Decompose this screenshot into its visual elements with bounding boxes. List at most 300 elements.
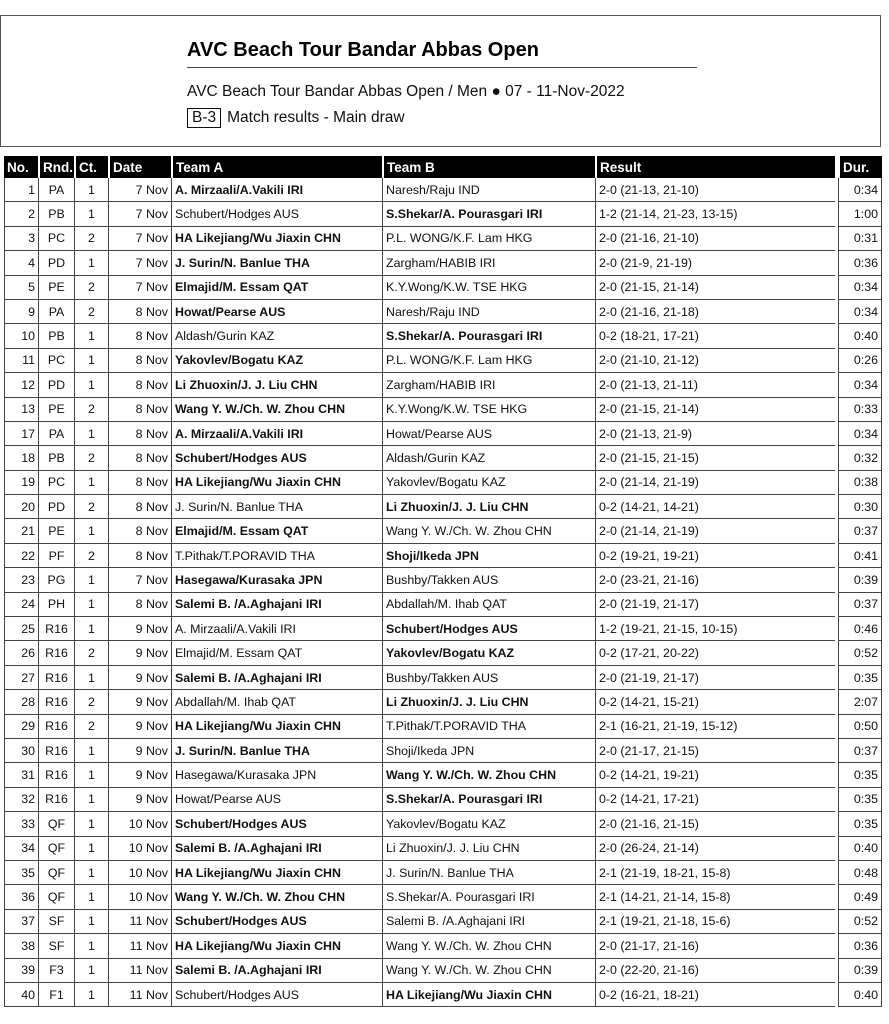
team-a: Hasegawa/Kurasaka JPN [171,763,382,787]
team-b: Shoji/Ikeda JPN [382,544,595,568]
table-row [4,202,882,226]
match-round: PG [38,568,74,592]
match-round: PC [38,471,74,495]
match-court: 1 [74,617,108,641]
team-b: Yakovlev/Bogatu KAZ [382,471,595,495]
match-date: 9 Nov [108,641,171,665]
match-round: R16 [38,763,74,787]
team-a: Wang Y. W./Ch. W. Zhou CHN [171,398,382,422]
match-duration: 0:34 [838,300,882,324]
table-row [4,568,882,592]
match-round: QF [38,812,74,836]
match-number: 12 [4,373,38,397]
match-duration: 0:36 [838,251,882,275]
match-court: 1 [74,593,108,617]
match-date: 9 Nov [108,666,171,690]
match-number: 21 [4,519,38,543]
match-round: PC [38,349,74,373]
match-court: 1 [74,739,108,763]
match-court: 2 [74,446,108,470]
column-header-no: No. [4,156,38,178]
team-b: Yakovlev/Bogatu KAZ [382,812,595,836]
match-result: 2-0 (23-21, 21-16) [595,568,835,592]
match-court: 1 [74,934,108,958]
match-duration: 0:30 [838,495,882,519]
match-number: 27 [4,666,38,690]
match-round: PC [38,227,74,251]
table-row [4,690,882,714]
match-number: 35 [4,861,38,885]
table-row [4,519,882,543]
match-duration: 0:35 [838,763,882,787]
match-date: 9 Nov [108,788,171,812]
match-result: 2-0 (21-19, 21-17) [595,666,835,690]
match-number: 1 [4,178,38,202]
team-a: HA Likejiang/Wu Jiaxin CHN [171,861,382,885]
match-round: PE [38,519,74,543]
match-date: 8 Nov [108,300,171,324]
team-b: Bushby/Takken AUS [382,568,595,592]
table-row [4,910,882,934]
match-duration: 0:37 [838,593,882,617]
match-court: 1 [74,251,108,275]
match-court: 2 [74,300,108,324]
team-a: Schubert/Hodges AUS [171,202,382,226]
team-b: Yakovlev/Bogatu KAZ [382,641,595,665]
team-b: T.Pithak/T.PORAVID THA [382,715,595,739]
match-result: 0-2 (14-21, 17-21) [595,788,835,812]
match-court: 1 [74,422,108,446]
table-header-row [4,156,882,178]
match-number: 25 [4,617,38,641]
match-date: 8 Nov [108,544,171,568]
team-a: Elmajid/M. Essam QAT [171,276,382,300]
match-date: 8 Nov [108,349,171,373]
match-round: SF [38,910,74,934]
table-row [4,788,882,812]
match-court: 2 [74,276,108,300]
column-header-result: Result [595,156,835,178]
match-result: 0-2 (14-21, 15-21) [595,690,835,714]
match-court: 2 [74,715,108,739]
team-a: J. Surin/N. Banlue THA [171,495,382,519]
match-number: 17 [4,422,38,446]
match-result: 0-2 (14-21, 19-21) [595,763,835,787]
match-number: 29 [4,715,38,739]
team-b: Li Zhuoxin/J. J. Liu CHN [382,690,595,714]
match-number: 11 [4,349,38,373]
match-round: PA [38,422,74,446]
match-result: 2-0 (21-15, 21-14) [595,398,835,422]
match-court: 1 [74,837,108,861]
match-number: 28 [4,690,38,714]
team-a: Schubert/Hodges AUS [171,983,382,1007]
match-round: F1 [38,983,74,1007]
match-result: 2-0 (21-19, 21-17) [595,593,835,617]
match-result: 2-0 (21-17, 21-15) [595,739,835,763]
match-court: 1 [74,349,108,373]
match-duration: 0:31 [838,227,882,251]
match-number: 38 [4,934,38,958]
match-result: 0-2 (14-21, 14-21) [595,495,835,519]
table-row [4,861,882,885]
team-b: K.Y.Wong/K.W. TSE HKG [382,398,595,422]
match-round: PD [38,251,74,275]
match-duration: 0:33 [838,398,882,422]
team-a: Li Zhuoxin/J. J. Liu CHN [171,373,382,397]
match-duration: 0:35 [838,788,882,812]
team-a: Howat/Pearse AUS [171,788,382,812]
match-number: 18 [4,446,38,470]
match-number: 34 [4,837,38,861]
match-date: 8 Nov [108,495,171,519]
match-number: 33 [4,812,38,836]
match-duration: 0:52 [838,641,882,665]
match-date: 8 Nov [108,373,171,397]
team-b: Abdallah/M. Ihab QAT [382,593,595,617]
match-court: 1 [74,983,108,1007]
team-a: Elmajid/M. Essam QAT [171,641,382,665]
match-date: 10 Nov [108,885,171,909]
report-name: Match results - Main draw [227,109,405,126]
match-duration: 0:34 [838,178,882,202]
match-court: 2 [74,495,108,519]
match-court: 1 [74,812,108,836]
table-row [4,983,882,1007]
match-court: 2 [74,398,108,422]
match-court: 1 [74,666,108,690]
match-court: 2 [74,544,108,568]
match-date: 8 Nov [108,519,171,543]
match-court: 1 [74,763,108,787]
team-a: Salemi B. /A.Aghajani IRI [171,959,382,983]
team-b: Wang Y. W./Ch. W. Zhou CHN [382,959,595,983]
match-result: 0-2 (19-21, 19-21) [595,544,835,568]
table-row [4,446,882,470]
table-row [4,715,882,739]
match-date: 7 Nov [108,202,171,226]
match-number: 24 [4,593,38,617]
table-row [4,837,882,861]
match-result: 2-0 (21-13, 21-11) [595,373,835,397]
column-header-court: Ct. [74,156,108,178]
team-a: Hasegawa/Kurasaka JPN [171,568,382,592]
match-court: 1 [74,202,108,226]
match-round: R16 [38,666,74,690]
match-result: 0-2 (18-21, 17-21) [595,324,835,348]
column-header-date: Date [108,156,171,178]
match-duration: 0:38 [838,471,882,495]
match-number: 22 [4,544,38,568]
team-b: Zargham/HABIB IRI [382,251,595,275]
match-date: 8 Nov [108,324,171,348]
team-a: Yakovlev/Bogatu KAZ [171,349,382,373]
match-duration: 0:41 [838,544,882,568]
column-header-duration: Dur. [838,156,882,178]
team-b: Naresh/Raju IND [382,178,595,202]
match-duration: 0:34 [838,422,882,446]
match-number: 20 [4,495,38,519]
match-duration: 0:40 [838,324,882,348]
team-a: A. Mirzaali/A.Vakili IRI [171,178,382,202]
match-date: 9 Nov [108,617,171,641]
match-number: 32 [4,788,38,812]
match-round: R16 [38,641,74,665]
team-a: J. Surin/N. Banlue THA [171,251,382,275]
match-duration: 0:39 [838,568,882,592]
match-round: PB [38,202,74,226]
event-subtitle: AVC Beach Tour Bandar Abbas Open / Men ● 07 - 11-Nov-2022 [187,83,625,100]
match-date: 11 Nov [108,983,171,1007]
match-duration: 0:52 [838,910,882,934]
team-a: Howat/Pearse AUS [171,300,382,324]
team-b: Bushby/Takken AUS [382,666,595,690]
match-duration: 0:36 [838,934,882,958]
match-round: PD [38,373,74,397]
table-row [4,885,882,909]
team-b: P.L. WONG/K.F. Lam HKG [382,349,595,373]
match-result: 1-2 (19-21, 21-15, 10-15) [595,617,835,641]
team-a: Salemi B. /A.Aghajani IRI [171,593,382,617]
match-result: 2-1 (14-21, 21-14, 15-8) [595,885,835,909]
team-a: T.Pithak/T.PORAVID THA [171,544,382,568]
match-date: 7 Nov [108,276,171,300]
match-result: 2-0 (21-16, 21-18) [595,300,835,324]
match-date: 8 Nov [108,446,171,470]
match-duration: 0:40 [838,983,882,1007]
match-duration: 0:48 [838,861,882,885]
team-b: Zargham/HABIB IRI [382,373,595,397]
match-result: 2-0 (21-17, 21-16) [595,934,835,958]
match-round: QF [38,861,74,885]
table-row [4,398,882,422]
table-row [4,324,882,348]
match-date: 8 Nov [108,471,171,495]
team-a: Schubert/Hodges AUS [171,812,382,836]
match-duration: 0:35 [838,812,882,836]
match-number: 37 [4,910,38,934]
column-header-team-a: Team A [171,156,382,178]
match-round: R16 [38,788,74,812]
table-row [4,300,882,324]
team-a: Schubert/Hodges AUS [171,446,382,470]
match-number: 10 [4,324,38,348]
team-b: J. Surin/N. Banlue THA [382,861,595,885]
match-result: 2-1 (21-19, 18-21, 15-8) [595,861,835,885]
team-a: A. Mirzaali/A.Vakili IRI [171,422,382,446]
column-header-team-b: Team B [382,156,595,178]
team-b: Naresh/Raju IND [382,300,595,324]
team-a: Aldash/Gurin KAZ [171,324,382,348]
table-row [4,373,882,397]
match-court: 1 [74,885,108,909]
team-b: Aldash/Gurin KAZ [382,446,595,470]
match-court: 1 [74,519,108,543]
match-result: 2-0 (26-24, 21-14) [595,837,835,861]
match-duration: 0:40 [838,837,882,861]
team-a: J. Surin/N. Banlue THA [171,739,382,763]
table-row [4,593,882,617]
team-a: Salemi B. /A.Aghajani IRI [171,666,382,690]
team-b: S.Shekar/A. Pourasgari IRI [382,788,595,812]
match-court: 1 [74,568,108,592]
match-round: R16 [38,617,74,641]
match-round: PH [38,593,74,617]
table-row [4,666,882,690]
match-date: 9 Nov [108,715,171,739]
match-round: F3 [38,959,74,983]
match-duration: 0:37 [838,519,882,543]
report-code-line [187,108,405,128]
match-court: 1 [74,471,108,495]
team-b: Li Zhuoxin/J. J. Liu CHN [382,837,595,861]
match-round: SF [38,934,74,958]
table-row [4,495,882,519]
team-b: Wang Y. W./Ch. W. Zhou CHN [382,763,595,787]
team-a: HA Likejiang/Wu Jiaxin CHN [171,715,382,739]
team-b: Li Zhuoxin/J. J. Liu CHN [382,495,595,519]
team-b: K.Y.Wong/K.W. TSE HKG [382,276,595,300]
match-duration: 0:46 [838,617,882,641]
match-date: 8 Nov [108,398,171,422]
table-row [4,544,882,568]
team-a: A. Mirzaali/A.Vakili IRI [171,617,382,641]
report-header-box [0,15,881,147]
match-date: 11 Nov [108,934,171,958]
team-b: S.Shekar/A. Pourasgari IRI [382,202,595,226]
match-date: 9 Nov [108,690,171,714]
match-date: 11 Nov [108,959,171,983]
match-result: 2-0 (21-10, 21-12) [595,349,835,373]
match-result: 2-0 (21-16, 21-15) [595,812,835,836]
match-date: 10 Nov [108,861,171,885]
match-number: 26 [4,641,38,665]
match-date: 8 Nov [108,422,171,446]
table-row [4,276,882,300]
table-row [4,739,882,763]
team-b: Salemi B. /A.Aghajani IRI [382,910,595,934]
match-round: PA [38,300,74,324]
match-round: PD [38,495,74,519]
match-number: 5 [4,276,38,300]
match-result: 2-0 (21-13, 21-10) [595,178,835,202]
match-round: R16 [38,690,74,714]
match-result: 2-0 (21-15, 21-15) [595,446,835,470]
match-round: QF [38,885,74,909]
match-duration: 0:50 [838,715,882,739]
team-a: HA Likejiang/Wu Jiaxin CHN [171,471,382,495]
match-round: PA [38,178,74,202]
table-row [4,812,882,836]
match-court: 1 [74,324,108,348]
team-b: Wang Y. W./Ch. W. Zhou CHN [382,519,595,543]
match-number: 4 [4,251,38,275]
team-b: Schubert/Hodges AUS [382,617,595,641]
match-date: 10 Nov [108,837,171,861]
team-a: Abdallah/M. Ihab QAT [171,690,382,714]
team-b: S.Shekar/A. Pourasgari IRI [382,324,595,348]
match-round: PE [38,398,74,422]
match-result: 2-0 (21-15, 21-14) [595,276,835,300]
team-b: S.Shekar/A. Pourasgari IRI [382,885,595,909]
match-court: 2 [74,690,108,714]
match-court: 1 [74,178,108,202]
match-number: 2 [4,202,38,226]
match-result: 1-2 (21-14, 21-23, 13-15) [595,202,835,226]
match-number: 13 [4,398,38,422]
table-row [4,227,882,251]
match-result: 2-1 (16-21, 21-19, 15-12) [595,715,835,739]
team-a: Elmajid/M. Essam QAT [171,519,382,543]
match-duration: 0:37 [838,739,882,763]
match-date: 7 Nov [108,227,171,251]
table-row [4,471,882,495]
match-number: 40 [4,983,38,1007]
team-b: Wang Y. W./Ch. W. Zhou CHN [382,934,595,958]
match-result: 0-2 (16-21, 18-21) [595,983,835,1007]
match-court: 2 [74,227,108,251]
table-row [4,934,882,958]
table-row [4,617,882,641]
match-court: 1 [74,788,108,812]
table-row [4,763,882,787]
match-date: 8 Nov [108,593,171,617]
team-a: HA Likejiang/Wu Jiaxin CHN [171,934,382,958]
team-b: Howat/Pearse AUS [382,422,595,446]
table-row [4,959,882,983]
match-result: 2-0 (21-16, 21-10) [595,227,835,251]
team-b: Shoji/Ikeda JPN [382,739,595,763]
match-round: R16 [38,715,74,739]
match-number: 23 [4,568,38,592]
team-b: P.L. WONG/K.F. Lam HKG [382,227,595,251]
match-duration: 0:34 [838,373,882,397]
match-duration: 2:07 [838,690,882,714]
match-number: 19 [4,471,38,495]
team-a: Salemi B. /A.Aghajani IRI [171,837,382,861]
match-date: 11 Nov [108,910,171,934]
match-duration: 0:26 [838,349,882,373]
table-row [4,251,882,275]
match-number: 36 [4,885,38,909]
match-number: 9 [4,300,38,324]
match-result: 2-0 (21-14, 21-19) [595,471,835,495]
match-result: 2-0 (21-13, 21-9) [595,422,835,446]
match-round: PB [38,446,74,470]
match-court: 1 [74,373,108,397]
match-results-table [4,156,882,1007]
match-date: 7 Nov [108,568,171,592]
page-title: AVC Beach Tour Bandar Abbas Open [187,39,539,61]
match-result: 2-0 (21-14, 21-19) [595,519,835,543]
match-result: 2-1 (19-21, 21-18, 15-6) [595,910,835,934]
match-court: 2 [74,641,108,665]
match-date: 10 Nov [108,812,171,836]
match-round: PE [38,276,74,300]
table-row [4,178,882,202]
match-duration: 0:39 [838,959,882,983]
match-number: 3 [4,227,38,251]
match-round: PB [38,324,74,348]
table-row [4,641,882,665]
match-date: 9 Nov [108,739,171,763]
team-b: HA Likejiang/Wu Jiaxin CHN [382,983,595,1007]
match-duration: 0:34 [838,276,882,300]
title-divider [187,67,697,68]
match-duration: 1:00 [838,202,882,226]
match-duration: 0:35 [838,666,882,690]
match-round: PF [38,544,74,568]
